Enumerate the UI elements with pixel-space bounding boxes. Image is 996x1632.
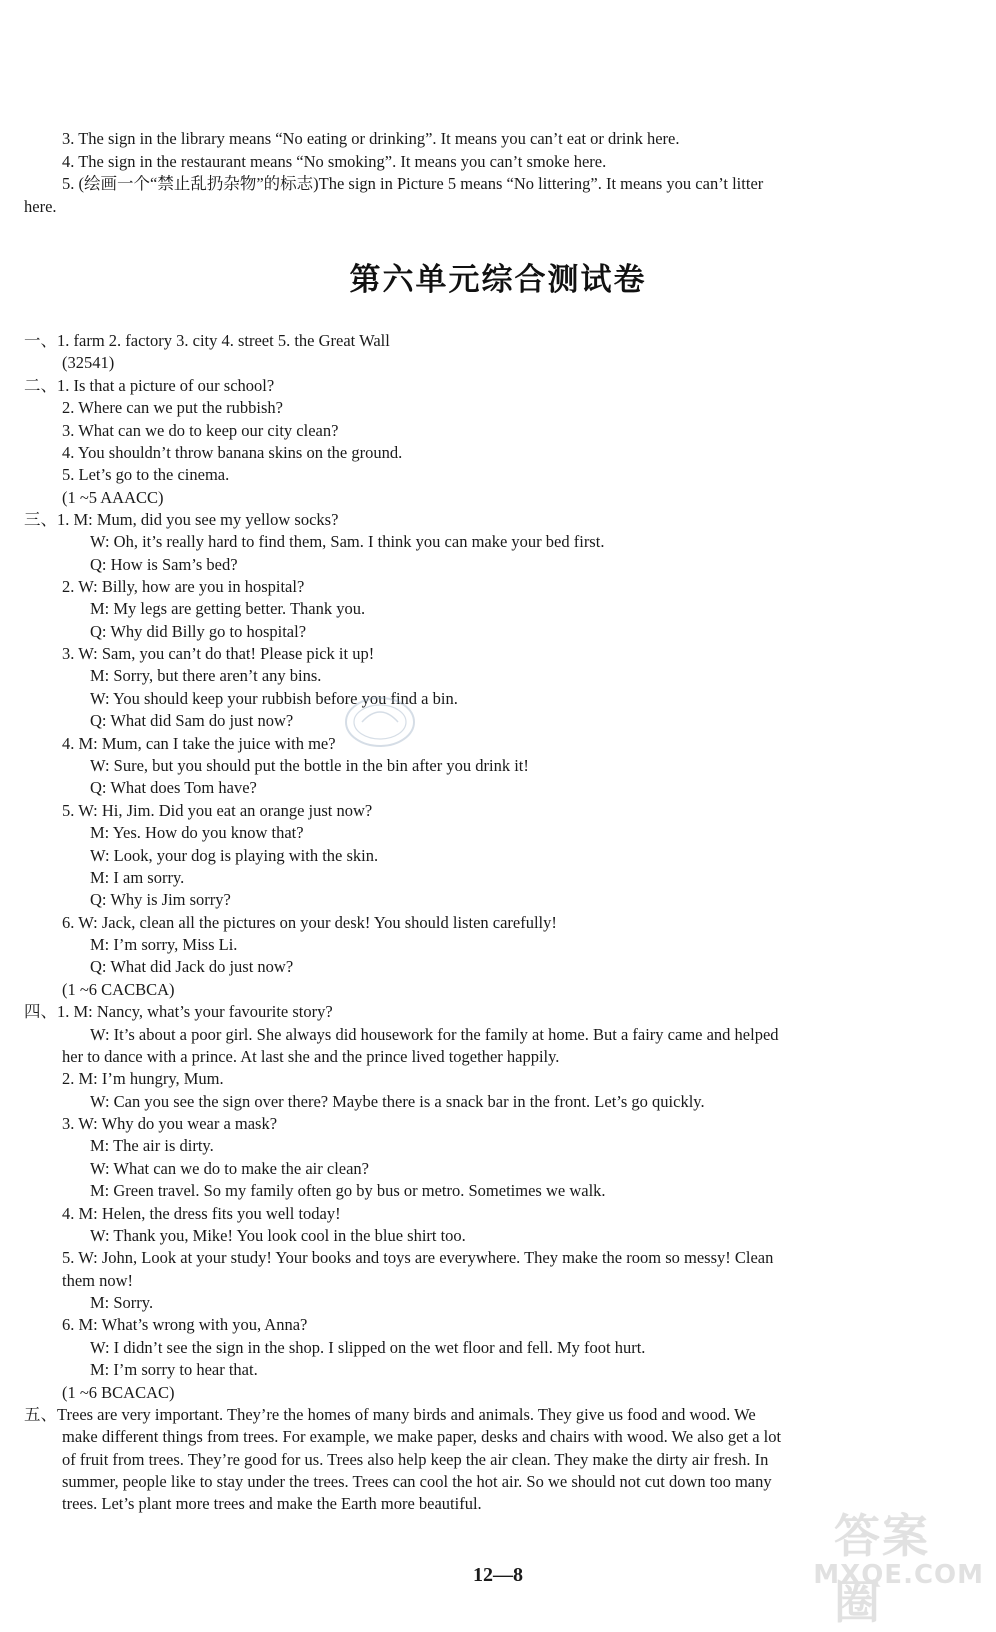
section5-line: make different things from trees. For example, we make paper, desks and chairs with wood. We also get a lot [62,1427,782,1446]
section4-line: M: The air is dirty. [90,1136,214,1155]
section5-line: of fruit from trees. They’re good for us. Trees also help keep the air clean. They make the dirty air fresh. In [62,1450,769,1469]
text-line: 4. The sign in the restaurant means “No smoking”. It means you can’t smoke here. [62,152,607,171]
section3-line: 三、1. M: Mum, did you see my yellow socks? [24,510,339,529]
section3-line: 3. W: Sam, you can’t do that! Please pick it up! [62,644,375,663]
text-line: 5. (绘画一个“禁止乱扔杂物”的标志)The sign in Picture 5 means “No littering”. It means you can’t litter [62,174,764,193]
section4-line: M: Sorry. [90,1293,154,1312]
section4-line: 2. M: I’m hungry, Mum. [62,1069,224,1088]
section4-line: 5. W: John, Look at your study! Your books and toys are everywhere. They make the room so messy! Clean [62,1248,774,1267]
section5-line: 五、Trees are very important. They’re the homes of many birds and animals. They give us food and wood. We [24,1405,756,1424]
section3-line: 6. W: Jack, clean all the pictures on your desk! You should listen carefully! [62,913,557,932]
section2-line: 2. Where can we put the rubbish? [62,398,283,417]
section4-line: 3. W: Why do you wear a mask? [62,1114,278,1133]
section3-line: M: I am sorry. [90,868,185,887]
text-line: here. [24,197,57,216]
page-number: 12—8 [473,1564,523,1586]
section4-line: M: I’m sorry to hear that. [90,1360,258,1379]
section3-line: Q: What did Jack do just now? [90,957,294,976]
section4-line: W: Can you see the sign over there? Maybe there is a snack bar in the front. Let’s go quickly. [90,1092,705,1111]
section2-line: 二、1. Is that a picture of our school? [24,376,275,395]
section3-line: W: Oh, it’s really hard to find them, Sam. I think you can make your bed first. [90,532,605,551]
section4-line: 四、1. M: Nancy, what’s your favourite story? [24,1002,333,1021]
section3-line: W: You should keep your rubbish before you find a bin. [90,689,458,708]
section3-line: Q: How is Sam’s bed? [90,555,238,574]
section3-line: W: Sure, but you should put the bottle in the bin after you drink it! [90,756,529,775]
section3-line: 5. W: Hi, Jim. Did you eat an orange just now? [62,801,373,820]
section5-line: summer, people like to stay under the trees. Trees can cool the hot air. So we should not cut down too many [62,1472,772,1491]
section4-line: W: Thank you, Mike! You look cool in the blue shirt too. [90,1226,466,1245]
section4-line: W: I didn’t see the sign in the shop. I slipped on the wet floor and fell. My foot hurt. [90,1338,646,1357]
section3-line: 4. M: Mum, can I take the juice with me? [62,734,336,753]
section3-line: 2. W: Billy, how are you in hospital? [62,577,305,596]
section4-line: M: Green travel. So my family often go by bus or metro. Sometimes we walk. [90,1181,606,1200]
section4-line: her to dance with a prince. At last she and the prince lived together happily. [62,1047,560,1066]
section3-line: Q: What does Tom have? [90,778,257,797]
section4-line: them now! [62,1271,134,1290]
watermark-url: MXQE.COM [813,1560,984,1590]
section3-line: M: Sorry, but there aren’t any bins. [90,666,322,685]
section4-line: W: What can we do to make the air clean? [90,1159,369,1178]
section3-line: Q: What did Sam do just now? [90,711,294,730]
section2-line: 4. You shouldn’t throw banana skins on the ground. [62,443,403,462]
watermark [813,1500,984,1629]
text-line: 3. The sign in the library means “No eating or drinking”. It means you can’t eat or drink here. [62,129,680,148]
section4-line: 6. M: What’s wrong with you, Anna? [62,1315,308,1334]
section4-line: 4. M: Helen, the dress fits you well today! [62,1204,341,1223]
page-title: 第六单元综合测试卷 [349,262,647,298]
section3-line: M: I’m sorry, Miss Li. [90,935,238,954]
section1-line: 一、1. farm 2. factory 3. city 4. street 5. the Great Wall [24,331,390,350]
section2-answer: (1 ~5 AAACC) [62,488,164,507]
section5-line: trees. Let’s plant more trees and make the Earth more beautiful. [62,1494,482,1513]
section3-answer: (1 ~6 CACBCA) [62,980,175,999]
section3-line: Q: Why is Jim sorry? [90,890,231,909]
section3-line: M: Yes. How do you know that? [90,823,304,842]
watermark-text: 答案圈 [834,1509,930,1629]
section2-line: 3. What can we do to keep our city clean? [62,421,339,440]
section1-answer: (32541) [62,353,115,372]
section2-line: 5. Let’s go to the cinema. [62,465,230,484]
section3-line: M: My legs are getting better. Thank you. [90,599,366,618]
section4-line: W: It’s about a poor girl. She always did housework for the family at home. But a fairy came and helped [90,1025,779,1044]
stamp-mark-icon [340,692,420,752]
section3-line: Q: Why did Billy go to hospital? [90,622,307,641]
section3-line: W: Look, your dog is playing with the skin. [90,846,379,865]
section4-answer: (1 ~6 BCACAC) [62,1383,175,1402]
